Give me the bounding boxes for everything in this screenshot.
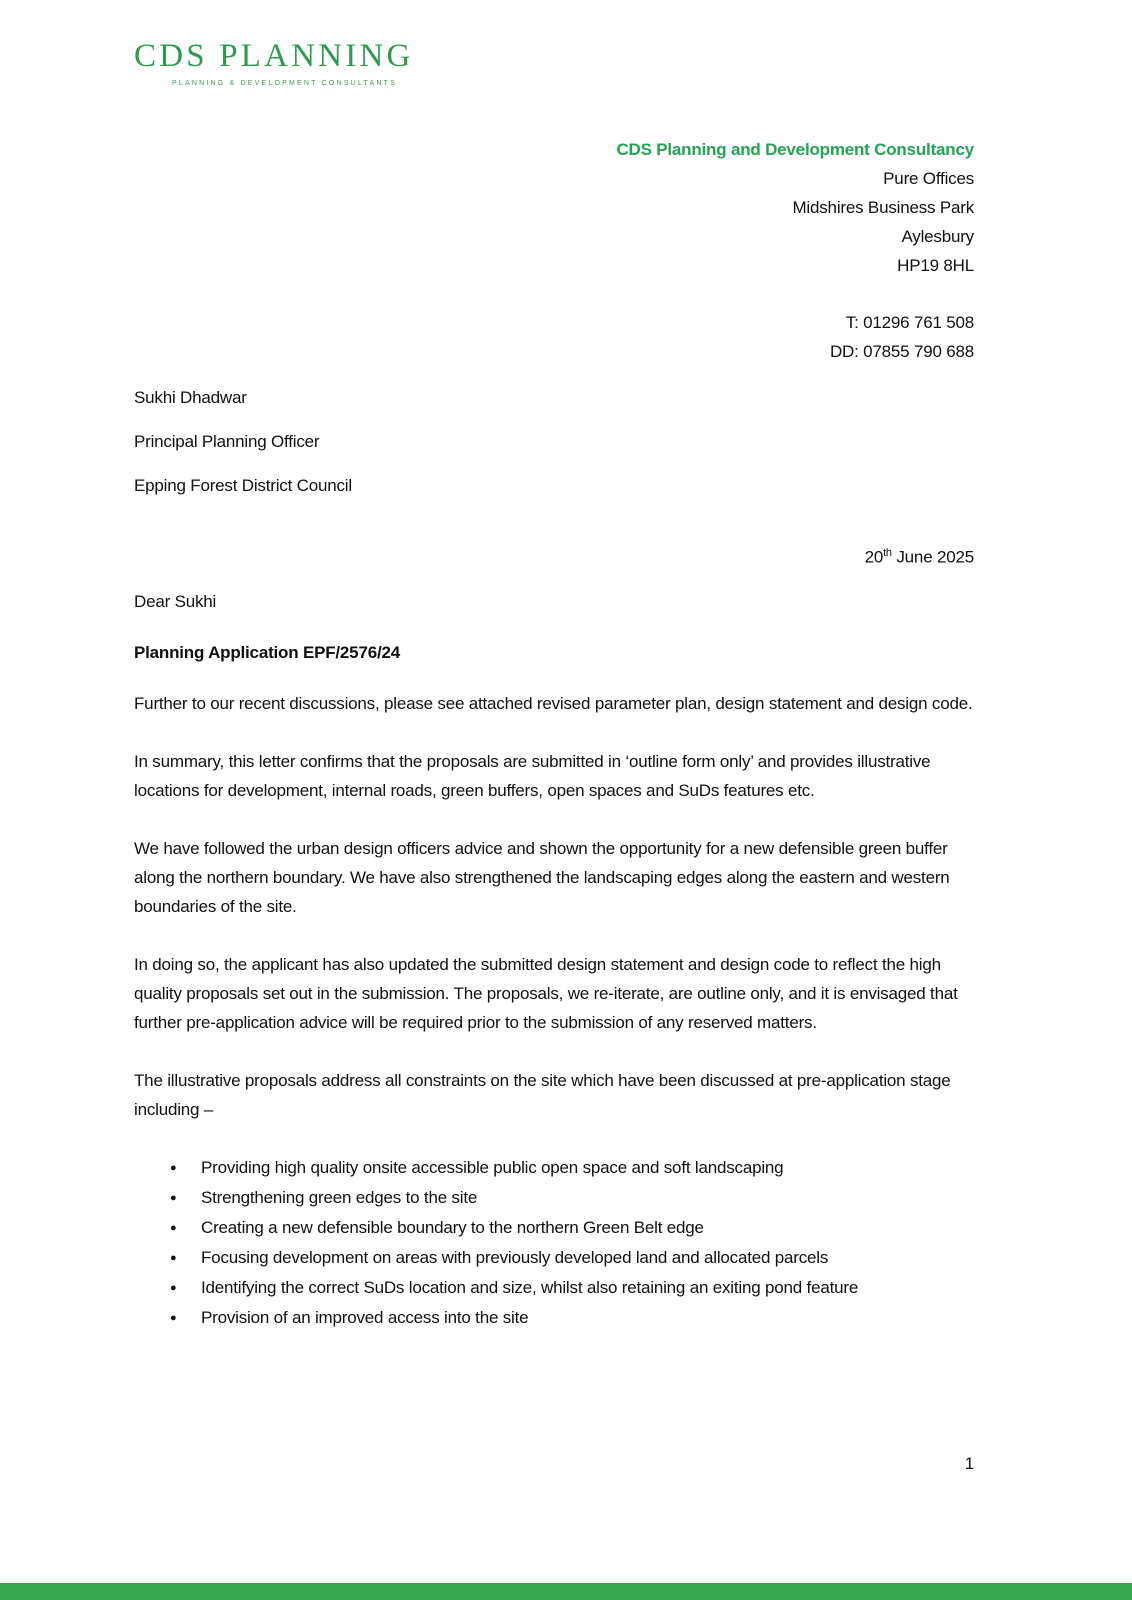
subject-line: Planning Application EPF/2576/24 — [134, 643, 400, 662]
date-rest: June 2025 — [891, 547, 974, 567]
constraints-list — [134, 1153, 984, 1333]
sender-address — [616, 135, 974, 366]
address-line: Pure Offices — [883, 169, 974, 188]
logo: CDS PLANNING — [134, 38, 414, 74]
recipient-block — [134, 376, 352, 508]
paragraph: In summary, this letter confirms that the proposals are submitted in ‘outline form only’ and provides illustrative locations for development, internal roads, green buffers, open spaces and SuDs features etc. — [134, 752, 931, 800]
logo-tagline: PLANNING & DEVELOPMENT CONSULTANTS — [172, 80, 397, 87]
sender-company: CDS Planning and Development Consultancy — [616, 140, 974, 159]
phone: T: 01296 761 508 — [845, 313, 974, 332]
paragraph: Further to our recent discussions, please see attached revised parameter plan, design statement and design code. — [134, 694, 973, 713]
direct-dial: DD: 07855 790 688 — [829, 342, 974, 361]
paragraph: In doing so, the applicant has also updated the submitted design statement and design code to reflect the high quality proposals set out in the submission. The proposals, we re-iterate, are outline only, and it is envisaged that further pre-application advice will be required prior to the submission of any reserved matters. — [134, 955, 958, 1032]
address-line: Midshires Business Park — [792, 198, 974, 217]
footer-bar — [0, 1583, 1132, 1600]
letter-body — [134, 587, 984, 1333]
list-item: ● Strengthening green edges to the site — [134, 1183, 984, 1213]
date-suffix: th — [883, 547, 892, 559]
page-number: 1 — [964, 1454, 974, 1473]
paragraph: The illustrative proposals address all constraints on the site which have been discussed at pre-application stage including – — [134, 1071, 951, 1119]
paragraph: We have followed the urban design officers advice and shown the opportunity for a new defensible green buffer along the northern boundary. We have also strengthened the landscaping edges along the eastern and western boundaries of the site. — [134, 839, 950, 916]
recipient-organisation: Epping Forest District Council — [134, 476, 352, 495]
date-day: 20 — [864, 547, 884, 567]
list-item: ● Provision of an improved access into the site — [134, 1303, 984, 1333]
recipient-name: Sukhi Dhadwar — [134, 388, 247, 407]
address-line: HP19 8HL — [897, 256, 974, 275]
list-item: ● Providing high quality onsite accessible public open space and soft landscaping — [134, 1153, 984, 1183]
recipient-title: Principal Planning Officer — [134, 432, 320, 451]
list-item: ● Identifying the correct SuDs location and size, whilst also retaining an exiting pond feature — [134, 1273, 984, 1303]
list-item: ● Creating a new defensible boundary to the northern Green Belt edge — [134, 1213, 984, 1243]
letter-date — [865, 547, 974, 568]
list-item: ● Focusing development on areas with previously developed land and allocated parcels — [134, 1243, 984, 1273]
address-line: Aylesbury — [901, 227, 974, 246]
salutation: Dear Sukhi — [134, 592, 217, 611]
